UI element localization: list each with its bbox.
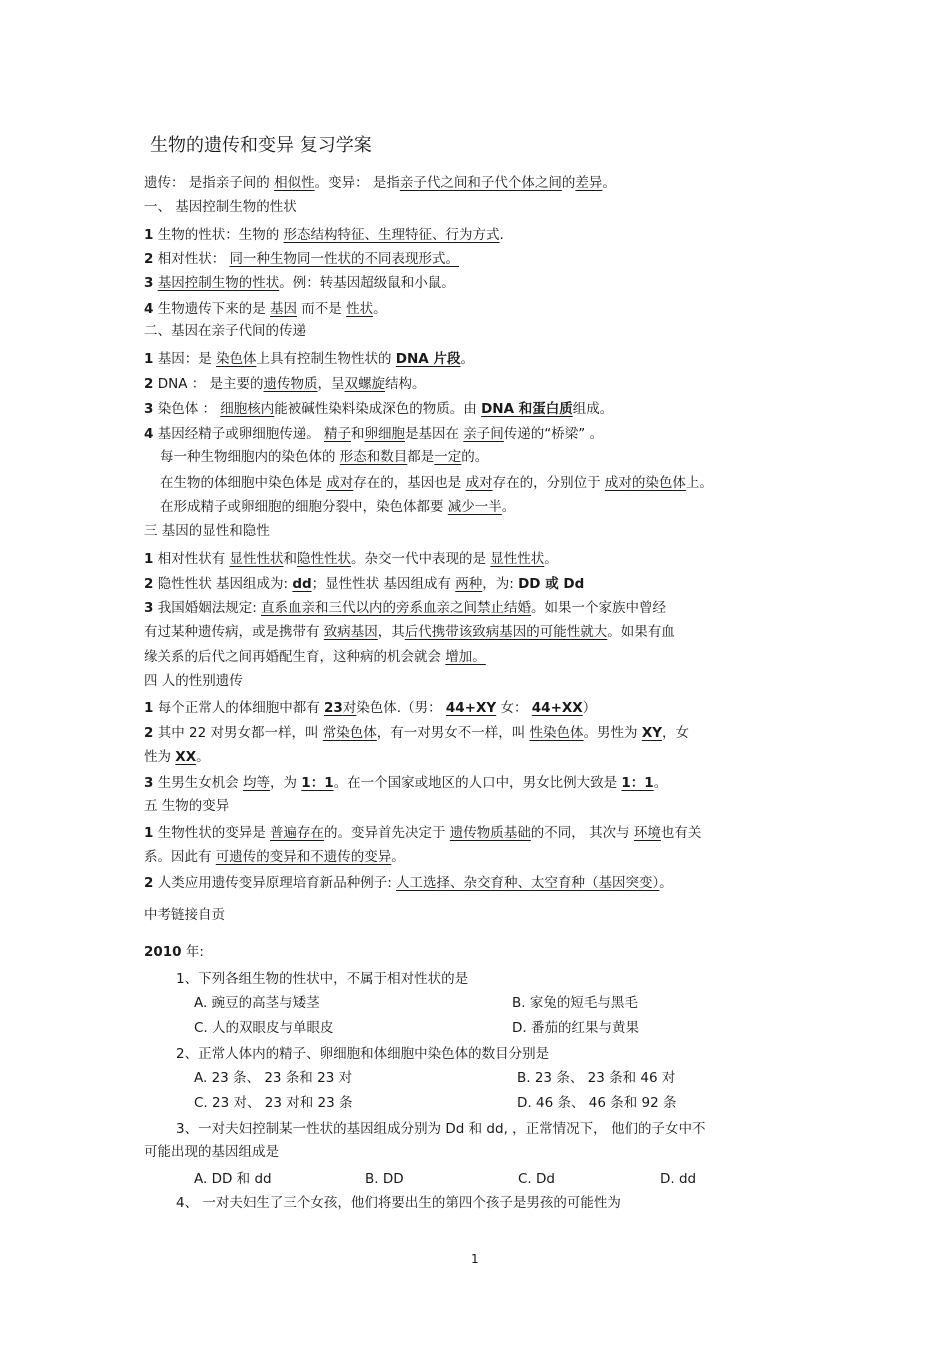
text: 每个正常人的体细胞中都有	[153, 700, 324, 716]
option-c: C. 人的双眼皮与单眼皮	[194, 1020, 334, 1036]
section-heading: 二、基因在亲子代间的传递	[144, 323, 306, 339]
section-heading: 三 基因的显性和隐性	[144, 523, 270, 539]
answer-blank: 成对	[326, 475, 354, 491]
answer-blank: 细胞核内	[220, 401, 275, 417]
answer-blank: 44+XY	[445, 700, 497, 716]
content-line	[144, 874, 673, 892]
text: 染色体 ：	[153, 401, 221, 417]
text: 人类应用遗传变异原理培育新品种例子:	[153, 875, 397, 891]
text: 的	[561, 175, 576, 191]
option-a: A. 豌豆的高茎与矮茎	[194, 995, 320, 1011]
item-number: 3	[144, 275, 154, 291]
answer-blank: 显性性状	[490, 551, 545, 567]
answer-blank: 后代携带该致病基因的可能性就大	[404, 624, 608, 640]
text: 生物遗传下来的是	[153, 301, 270, 317]
answer-blank: 遗传物质基础	[449, 825, 531, 841]
answer-blank: 23	[324, 700, 343, 716]
answer-blank: 人工选择、杂交育种、太空育种（基因突变）	[396, 875, 660, 891]
option-b: B. 家兔的短毛与黑毛	[512, 995, 638, 1011]
text: DNA ： 是主要的	[153, 376, 264, 392]
section-heading: 五 生物的变异	[144, 798, 230, 814]
option-b: B. DD	[365, 1171, 404, 1187]
text: 我国婚姻法规定:	[153, 600, 262, 616]
text: 的。	[461, 449, 489, 465]
answer-blank: DNA 和蛋白质	[481, 401, 573, 417]
text: 相对性状：	[153, 251, 230, 267]
content-line	[144, 848, 405, 866]
answer-blank: 显性性状	[229, 551, 284, 567]
answer-blank: 差异	[575, 175, 603, 191]
option-d: D. dd	[660, 1171, 697, 1187]
question-stem: 4、 一对夫妇生了三个女孩，他们将要出生的第四个孩子是男孩的可能性为	[176, 1195, 621, 1211]
exam-link-heading: 中考链接自贡	[144, 907, 225, 923]
content-line	[160, 474, 713, 492]
answer-blank: 基因控制生物的性状	[157, 275, 280, 291]
text: ，呈	[317, 376, 345, 392]
text: 相对性状有	[153, 551, 230, 567]
answer-blank: 性状	[346, 301, 374, 317]
answer-blank: 可遗传的变异和不遗传的变异	[215, 849, 392, 865]
text: 生男生女机会	[153, 775, 243, 791]
text: ，为:	[482, 576, 519, 592]
content-line	[144, 623, 675, 641]
text: ，其	[377, 624, 405, 640]
content-line	[144, 400, 613, 418]
item-number: 1	[144, 227, 154, 243]
text: 也有关	[660, 825, 702, 841]
text: 在形成精子或卵细胞的细胞分裂中，染色体都要	[160, 499, 448, 515]
content-line	[144, 300, 387, 318]
content-line	[144, 724, 689, 742]
item-number: 1	[144, 825, 154, 841]
content-line	[144, 699, 596, 717]
content-line	[144, 375, 426, 393]
answer-blank: 44+XX	[531, 700, 583, 716]
answer-blank: 亲子间	[463, 426, 504, 442]
answer-blank: 两种	[455, 576, 483, 592]
option-a: A. 23 条、 23 条和 23 对	[194, 1070, 353, 1086]
content-line	[144, 226, 504, 244]
option-d: D. 番茄的红果与黄果	[512, 1020, 639, 1036]
text: 基因：是	[153, 351, 216, 367]
section-heading: 一、 基因控制生物的性状	[144, 199, 297, 215]
text: 年:	[181, 944, 204, 960]
text: 。如果一个家族中曾经	[531, 600, 667, 616]
text: 性为	[144, 749, 176, 765]
answer-blank: 精子	[324, 426, 351, 442]
answer-blank: 1：1	[621, 775, 654, 791]
answer-blank: 直系血亲和三代以内的旁系血亲之间禁止结婚	[261, 600, 532, 616]
answer-blank: 1：1	[301, 775, 334, 791]
answer-blank: 形态和数目	[339, 449, 408, 465]
content-line	[144, 748, 210, 766]
option-d: D. 46 条、 46 条和 92 条	[517, 1095, 677, 1111]
content-line	[160, 498, 515, 516]
answer-blank: 对	[342, 700, 357, 716]
text: 。	[196, 749, 210, 765]
year-heading	[144, 943, 204, 961]
answer-blank: 基因	[270, 301, 297, 317]
item-number: 2	[144, 725, 154, 741]
item-number: 1	[144, 700, 154, 716]
text: 。	[544, 551, 558, 567]
answer-blank: 常染色体	[322, 725, 377, 741]
text: 上具有控制生物性状的	[256, 351, 396, 367]
question-stem: 2、正常人体内的精子、卵细胞和体细胞中染色体的数目分别是	[176, 1046, 550, 1062]
text: 隐性性状 基因组成为:	[153, 576, 293, 592]
text: 缘关系的后代之间再婚配生育，这种病的机会就会	[144, 649, 446, 665]
content-line	[144, 250, 459, 268]
answer-blank: XX	[175, 749, 197, 765]
content-line	[160, 448, 488, 466]
year-number: 2010	[144, 944, 182, 960]
answer-blank: 亲子代之间和子代个体之间	[399, 175, 562, 191]
content-line	[144, 599, 666, 617]
item-number: 2	[144, 376, 154, 392]
item-number: 2	[144, 875, 154, 891]
content-line	[144, 648, 486, 666]
text: ）	[582, 700, 597, 716]
text: 上。	[685, 475, 713, 491]
text: 而不是	[297, 301, 347, 317]
text: 的不同， 其次与	[530, 825, 634, 841]
answer-blank: dd	[292, 576, 312, 592]
text: 和	[283, 551, 297, 567]
answer-value: DD 或 Dd	[518, 576, 585, 592]
text: 其中 22 对男女都一样，叫	[153, 725, 323, 741]
text: 。男性为	[583, 725, 642, 741]
text: 。	[653, 775, 668, 791]
text: 生物性状的变异是	[153, 825, 270, 841]
question-stem: 1、下列各组生物的性状中，不属于相对性状的是	[176, 971, 469, 987]
answer-blank: 普遍存在	[270, 825, 324, 841]
answer-blank: 性染色体	[529, 725, 584, 741]
answer-blank: 增加。	[445, 649, 486, 665]
text: 是基因在	[405, 426, 464, 442]
text: 存在的，分别位于	[492, 475, 605, 491]
item-number: 3	[144, 600, 154, 616]
answer-blank: 染色体	[216, 351, 257, 367]
option-c: C. Dd	[518, 1171, 555, 1187]
content-line	[144, 774, 667, 792]
text: 。	[391, 849, 405, 865]
text: 。	[602, 175, 616, 191]
content-line	[144, 550, 558, 568]
option-c: C. 23 对、 23 对和 23 条	[194, 1095, 353, 1111]
text: 和	[351, 426, 365, 442]
text: 在生物的体细胞中染色体是	[160, 475, 327, 491]
text: 组成。	[572, 401, 614, 417]
answer-blank: 成对的染色体	[604, 475, 686, 491]
answer-blank: 遗传物质	[263, 376, 318, 392]
answer-blank: 隐性性状	[297, 551, 351, 567]
text: 的。变异首先决定于	[324, 825, 450, 841]
text: 。例：转基因超级鼠和小鼠。	[279, 275, 455, 291]
page-number: 1	[471, 1252, 479, 1266]
text: ，为	[270, 775, 302, 791]
answer-blank: 相似性	[274, 175, 315, 191]
item-number: 2	[144, 576, 154, 592]
answer-blank: 致病基因	[323, 624, 378, 640]
section-heading: 四 人的性别遗传	[144, 673, 243, 689]
text: 生物的性状：生物的	[153, 227, 284, 243]
content-line	[144, 350, 474, 368]
text: 能被碱性染料染成深色的物质。由	[274, 401, 482, 417]
answer-blank: 同一种生物同一性状的不同表现形式。	[229, 251, 459, 267]
answer-blank: 均等	[243, 775, 270, 791]
text: 都是	[407, 449, 435, 465]
item-number: 2	[144, 251, 154, 267]
answer-blank: 卵细胞	[364, 426, 405, 442]
answer-blank: 双螺旋	[344, 376, 386, 392]
item-number: 3	[144, 775, 154, 791]
text: 。变异： 是指	[314, 175, 400, 191]
text: 。杂交一代中表现的是	[351, 551, 491, 567]
text: 每一种生物细胞内的染色体的	[160, 449, 340, 465]
text: 传递的“桥梁” 。	[503, 426, 604, 442]
question-stem-continued: 可能出现的基因组成是	[144, 1144, 279, 1160]
text: 存在的，基因也是	[353, 475, 466, 491]
text: 染色体.（男：	[356, 700, 446, 716]
text: .	[499, 227, 504, 243]
content-line	[144, 575, 584, 593]
content-line	[144, 274, 455, 292]
text: 。如果有血	[607, 624, 675, 640]
text: 系。因此有	[144, 849, 216, 865]
item-number: 1	[144, 351, 154, 367]
question-stem: 3、一对夫妇控制某一性状的基因组成分别为 Dd 和 dd, ，正常情况下， 他们的子女中不	[176, 1121, 706, 1137]
text: 。	[659, 875, 673, 891]
intro-line	[144, 174, 616, 192]
answer-blank: DNA 片段	[395, 351, 461, 367]
item-number: 1	[144, 551, 154, 567]
answer-blank: 成对	[465, 475, 493, 491]
text: ，女	[662, 725, 690, 741]
item-number: 3	[144, 401, 154, 417]
text: ，有一对男女不一样，叫	[376, 725, 530, 741]
page-title: 生物的遗传和变异 复习学案	[150, 135, 372, 156]
item-number: 4	[144, 301, 154, 317]
text: 结构。	[385, 376, 426, 392]
text: ；显性性状 基因组成有	[311, 576, 456, 592]
answer-blank: 形态结构特征、生理特征、行为方式	[283, 227, 500, 243]
text: 有过某种遗传病，或是携带有	[144, 624, 324, 640]
option-b: B. 23 条、 23 条和 46 对	[517, 1070, 676, 1086]
content-line	[144, 824, 701, 842]
answer-blank: 一定	[434, 449, 462, 465]
item-number: 4	[144, 426, 154, 442]
option-a: A. DD 和 dd	[194, 1171, 272, 1187]
answer-blank: 环境	[633, 825, 661, 841]
text: 。	[460, 351, 474, 367]
content-line	[144, 425, 603, 443]
text: 。在一个国家或地区的人口中，男女比例大致是	[333, 775, 622, 791]
text: 基因经精子或卵细胞传递。	[153, 426, 324, 442]
answer-blank: XY	[641, 725, 663, 741]
text: 遗传： 是指亲子间的	[144, 175, 275, 191]
text: 女：	[496, 700, 532, 716]
answer-blank: 减少一半	[447, 499, 502, 515]
text: 。	[373, 301, 387, 317]
text: 。	[501, 499, 516, 515]
